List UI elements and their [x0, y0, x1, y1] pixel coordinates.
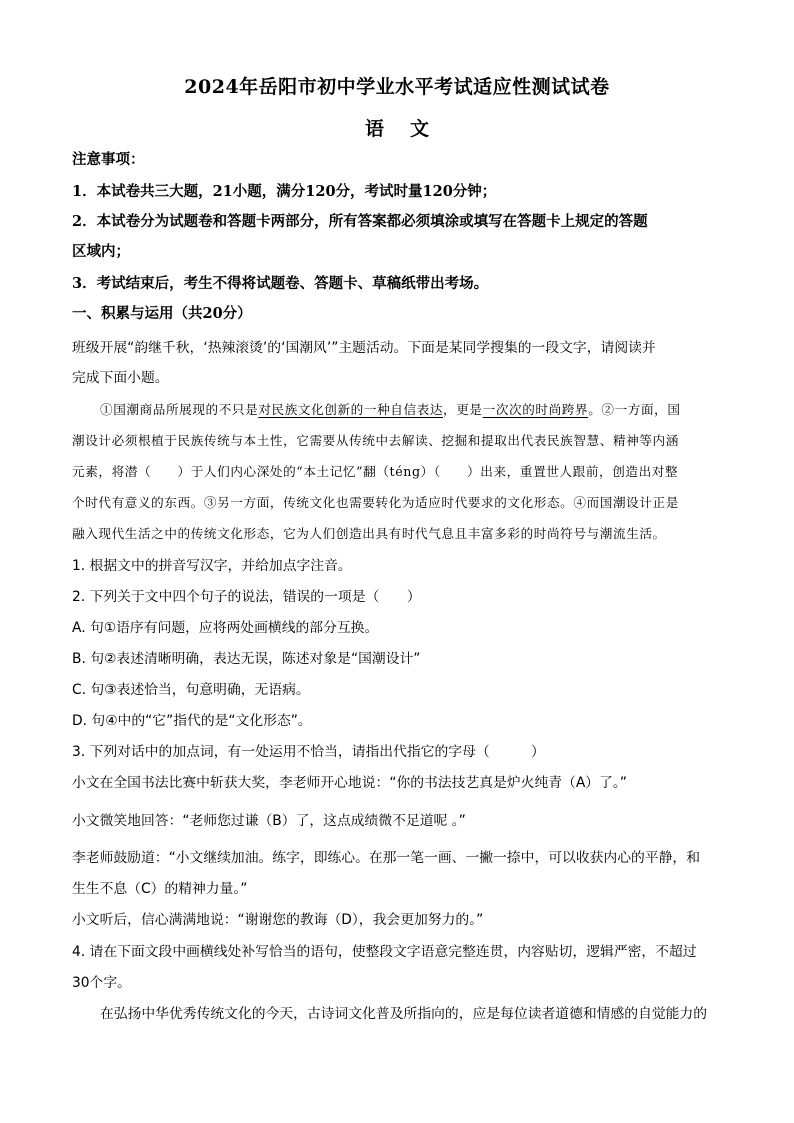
dialog-line: 小文微笑地回答：“老师您过谦（B）了，这点成绩微不足道呢 。”: [72, 813, 466, 829]
passage-line: 潮设计必须根植于民族传统与本土性，它需要从传统中去解读、挖掘和提取出代表民族智慧、精神等内涵: [72, 433, 679, 448]
question-4: 30个字。: [72, 975, 131, 991]
notice-item: 3．考试结束后，考生不得将试题卷、答题卡、草稿纸带出考场。: [72, 275, 489, 292]
dialog-line: 小文听后，信心满满地说：“谢谢您的教诲（D），我会更加努力的。”: [72, 912, 484, 928]
page-title: 2024年岳阳市初中学业水平考试适应性测试试卷: [184, 76, 610, 98]
option-d: D. 句④中的“它”指代的是“文化形态”。: [72, 713, 312, 729]
option-b: B. 句②表述清晰明确，表达无误，陈述对象是“国潮设计”: [72, 651, 421, 667]
q4-passage: 在弘扬中华优秀传统文化的今天，古诗词文化普及所指向的，应是每位读者道德和情感的自觉能力的: [100, 1006, 708, 1022]
passage-line: 个时代有意义的东西。③另一方面，传统文化也需要转化为适应时代要求的文化形态。④而国潮设计正是: [72, 495, 679, 510]
question-1: 1. 根据文中的拼音写汉字，并给加点字注音。: [72, 558, 352, 574]
section-heading: 一、积累与运用（共20分）: [72, 305, 252, 322]
question-4: 4. 请在下面文段中画横线处补写恰当的语句，使整段文字语意完整连贯，内容贴切，逻辑严密，不超过: [72, 944, 697, 960]
intro-text: 班级开展“韵继千秋，‘热辣滚烫’的‘国潮风’”主题活动。下面是某同学搜集的一段文字，请阅读并: [72, 340, 656, 356]
notice-item: 2．本试卷分为试题卷和答题卡两部分，所有答案都必须填涂或填写在答题卡上规定的答题: [72, 213, 648, 230]
notice-item: 1．本试卷共三大题，21小题，满分120分，考试时量120分钟；: [72, 183, 497, 200]
underlined-phrase: 一次次的时尚跨界: [482, 402, 589, 417]
underlined-phrase: 对民族文化创新的一种自信表达: [258, 402, 444, 417]
passage-line: 融入现代生活之中的传统文化形态，它为人们创造出具有时代气息且丰富多彩的时尚符号与潮流生活。: [72, 526, 666, 541]
option-a: A. 句①语序有问题，应将两处画横线的部分互换。: [72, 620, 379, 636]
option-c: C. 句③表述恰当，句意明确，无语病。: [72, 682, 310, 698]
passage-line: ①国潮商品所展现的不只是对民族文化创新的一种自信表达，更是一次次的时尚跨界。②一方面，国: [100, 402, 681, 417]
subject-title: 语文: [364, 118, 455, 140]
question-3: 3. 下列对话中的加点词，有一处运用不恰当，请指出代指它的字母（ ）: [72, 744, 545, 760]
dialog-line: 生生不息（C）的精神力量。”: [72, 881, 248, 897]
dialog-line: 李老师鼓励道：“小文继续加油。练字，即练心。在那一笔一画、一撇一捺中，可以收获内心的平静，和: [72, 850, 701, 866]
notice-item: 区域内；: [72, 243, 130, 260]
passage-line: 元素，将潜（ ）于人们内心深处的“本土记忆”翻（téng）（ ）出来，重置世人跟前，创造出对整: [72, 464, 679, 479]
notice-heading: 注意事项：: [72, 151, 145, 168]
question-2: 2. 下列关于文中四个句子的说法，错误的一项是（ ）: [72, 589, 421, 605]
intro-text: 完成下面小题。: [72, 370, 169, 386]
dialog-line: 小文在全国书法比赛中斩获大奖，李老师开心地说：“你的书法技艺真是炉火纯青（A）了。”: [72, 775, 627, 791]
